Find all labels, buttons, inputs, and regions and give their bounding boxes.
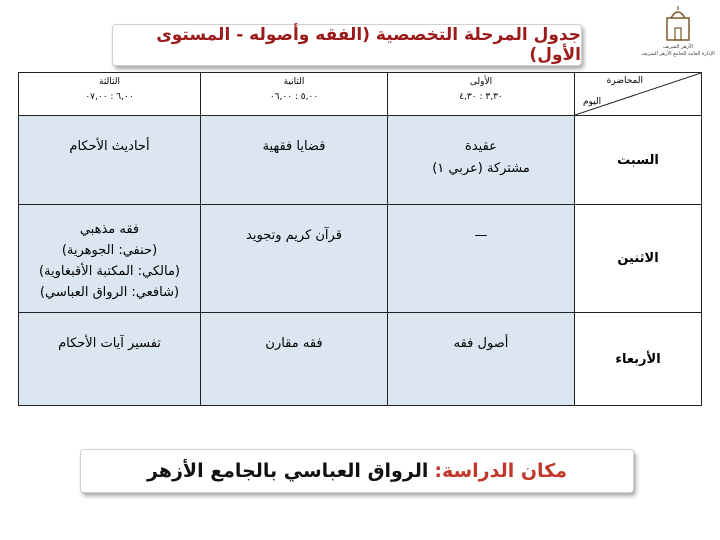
lecture-time: ٣,٣٠ : ٤,٣٠ — [459, 92, 503, 102]
table-row — [19, 116, 702, 205]
lecture-name: الأولى — [469, 77, 493, 87]
table-row — [19, 313, 702, 406]
course-line: قرآن كريم وتجويد — [246, 227, 342, 243]
course-cell — [388, 116, 575, 205]
schedule-table — [18, 72, 702, 406]
study-place-box — [80, 449, 634, 493]
page-title-box — [112, 24, 582, 66]
course-line: قضايا فقهية — [262, 139, 326, 155]
logo-caption-2: الإدارة العامة للجامع الأزهر الشريف — [641, 51, 715, 57]
course-cell — [201, 313, 388, 406]
table-row — [19, 204, 702, 313]
course-cell — [19, 204, 201, 313]
mosque-emblem-icon — [663, 4, 693, 44]
course-line: مشتركة (عربي ١) — [432, 161, 530, 177]
lecture-header-3 — [19, 73, 201, 116]
lecture-name: الثالثة — [99, 77, 120, 87]
course-line: تفسير آيات الأحكام — [58, 336, 161, 352]
day-cell: الاثنين — [575, 204, 702, 313]
course-cell — [201, 116, 388, 205]
page-title: جدول المرحلة التخصصية (الفقه وأصوله - المستوى الأول) — [156, 25, 581, 65]
lecture-time: ٦,٠٠ : ٠٧,٠٠ — [85, 92, 134, 102]
course-cell — [19, 313, 201, 406]
day-cell: السبت — [575, 116, 702, 205]
day-cell: الأربعاء — [575, 313, 702, 406]
course-line: فقه مقارن — [265, 336, 323, 352]
corner-day-label: اليوم — [583, 97, 602, 108]
course-cell — [19, 116, 201, 205]
study-place-label: مكان الدراسة: — [434, 460, 568, 482]
lecture-name: الثانية — [283, 77, 305, 87]
corner-cell — [575, 73, 702, 116]
course-line: (شافعي: الرواق العباسي) — [39, 284, 180, 300]
azhar-logo — [640, 4, 716, 74]
corner-lecture-label: المحاضرة — [606, 76, 643, 86]
lecture-header-1 — [388, 73, 575, 116]
course-line: — — [474, 227, 488, 243]
course-cell — [388, 204, 575, 313]
header-row — [19, 73, 702, 116]
lecture-header-2 — [201, 73, 388, 116]
course-line: فقه مذهبي — [79, 221, 140, 237]
logo-caption-1: الأزهر الشريف — [662, 44, 694, 50]
course-cell — [201, 204, 388, 313]
course-line: (مالكي: المكتبة الأقبغاوية) — [38, 263, 181, 279]
lecture-time: ٥,٠٠ : ٠٦,٠٠ — [269, 92, 319, 102]
course-cell — [388, 313, 575, 406]
course-line: (حنفي: الجوهرية) — [61, 242, 158, 258]
course-line: عقيدة — [465, 139, 497, 155]
study-place-value: الرواق العباسي بالجامع الأزهر — [146, 460, 429, 482]
course-line: أصول فقه — [453, 336, 509, 352]
course-line: أحاديث الأحكام — [69, 139, 150, 155]
